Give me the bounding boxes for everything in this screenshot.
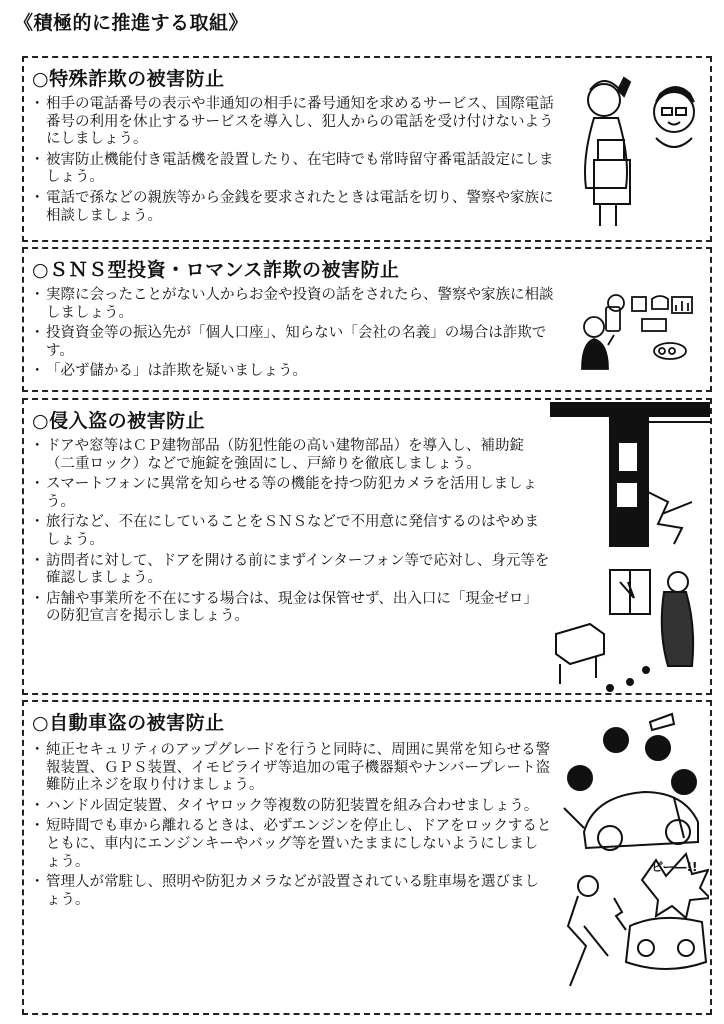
list-item: ・ 短時間でも車から離れるときは、必ずエンジンを停止し、ドアをロックするとともに、車内にエンジンキーやバッグ等を置いたままにしないようにしましょう。 <box>32 818 552 871</box>
list-item: ・ 管理人が常駐し、照明や防犯カメラなどが設置されている駐車場を選びましょう。 <box>32 874 552 909</box>
page-title: 《積極的に推進する取組》 <box>14 12 249 34</box>
section-fraud <box>22 56 712 242</box>
list-item: ・ 店舗や事業所を不在にする場合は、現金は保管せず、出入口に「現金ゼロ」の防犯宣言を掲示しましょう。 <box>32 591 552 626</box>
section-list <box>32 742 552 912</box>
section-burglary <box>22 398 712 695</box>
section-list <box>32 287 562 384</box>
section-heading: ○自動車盗の被害防止 <box>32 712 225 734</box>
list-item: ・ 訪問者に対して、ドアを開ける前にまずインターフォン等で応対し、身元等を確認しましょう。 <box>32 553 552 588</box>
section-car-theft <box>22 700 712 1015</box>
list-item: ・ 相手の電話番号の表示や非通知の相手に番号通知を求めるサービス、国際電話番号の利用を休止するサービスを導入し、犯人からの電話を受け付けないようにしましょう。 <box>32 96 567 149</box>
section-list <box>32 96 567 228</box>
car-theft-illustration <box>554 712 709 992</box>
list-item: ・ 純正セキュリティのアップグレードを行うと同時に、周囲に異常を知らせる警報装置、ＧＰＳ装置、イモビライザ等追加の電子機器類やナンバープレート盗難防止ネジを取り付けましょう。 <box>32 742 552 795</box>
section-list <box>32 438 552 629</box>
list-item: ・ ドアや窓等はＣＰ建物部品（防犯性能の高い建物部品）を導入し、補助錠（二重ロック）などで施錠を強固にし、戸締りを徹底しましょう。 <box>32 438 552 473</box>
alarm-sound-text: ピー―!! <box>651 860 698 874</box>
list-item: ・ 被害防止機能付き電話機を設置したり、在宅時でも常時留守番電話設定にしましょう。 <box>32 152 567 187</box>
woman-on-phone-illustration <box>564 68 704 233</box>
list-item: ・ スマートフォンに異常を知らせる等の機能を持つ防犯カメラを活用しましょう。 <box>32 476 552 511</box>
section-sns-scam <box>22 247 712 392</box>
list-item: ・ 実際に会ったことがない人からお金や投資の話をされたら、警察や家族に相談しましょう。 <box>32 287 562 322</box>
burglary-illustration <box>550 402 710 692</box>
section-heading: ○特殊詐欺の被害防止 <box>32 68 225 90</box>
list-item: ・ ハンドル固定装置、タイヤロック等複数の防犯装置を組み合わせましょう。 <box>32 798 552 816</box>
list-item: ・ 旅行など、不在にしていることをＳＮＳなどで不用意に発信するのはやめましょう。 <box>32 514 552 549</box>
section-heading: ○ＳＮＳ型投資・ロマンス詐欺の被害防止 <box>32 259 400 281</box>
list-item: ・ 「必ず儲かる」は詐欺を疑いましょう。 <box>32 363 562 381</box>
smartphone-scam-illustration <box>572 293 697 373</box>
list-item: ・ 投資資金等の振込先が「個人口座」、知らない「会社の名義」の場合は詐欺です。 <box>32 325 562 360</box>
list-item: ・ 電話で孫などの親族等から金銭を要求されたときは電話を切り、警察や家族に相談しましょう。 <box>32 190 567 225</box>
section-heading: ○侵入盗の被害防止 <box>32 410 206 432</box>
